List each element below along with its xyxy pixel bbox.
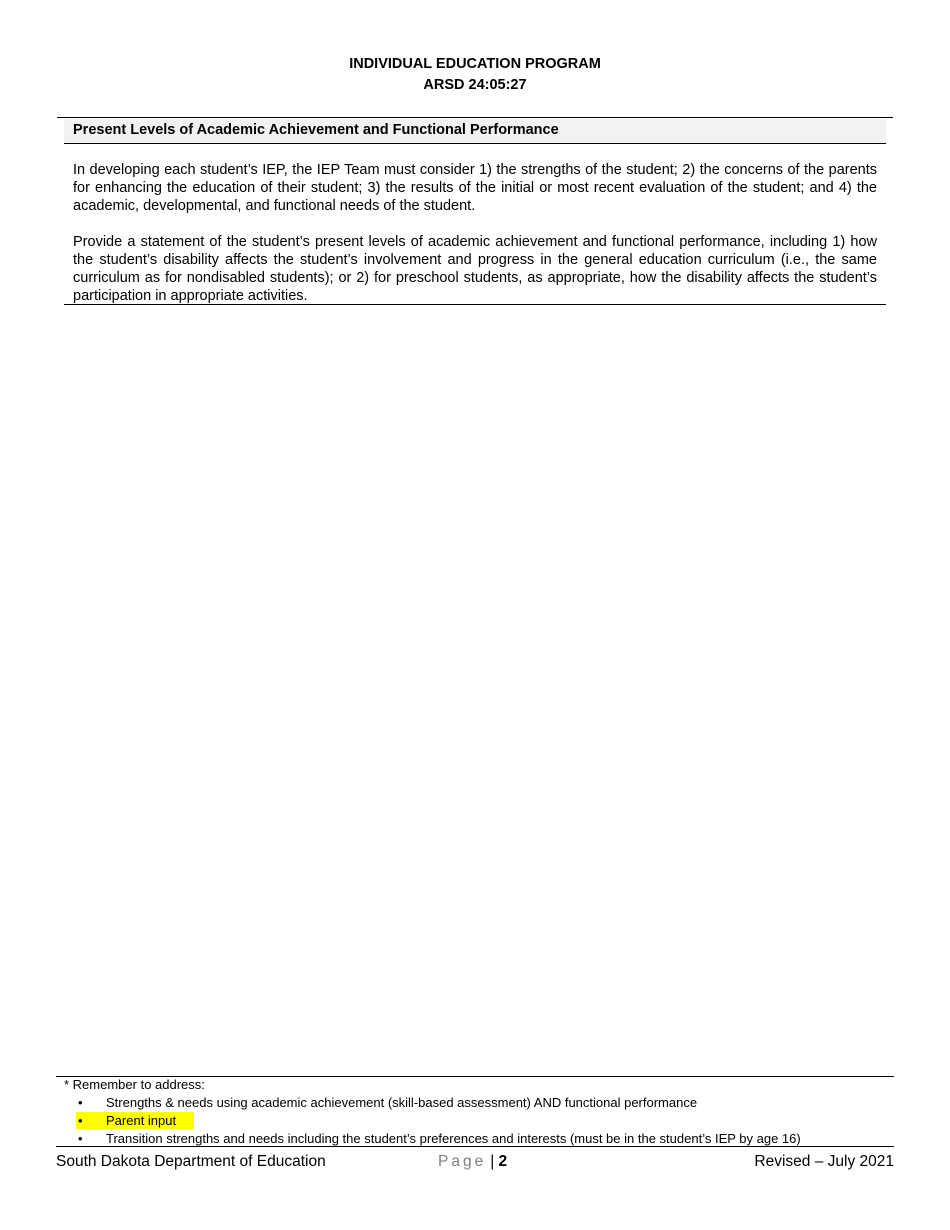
reminder-title: * Remember to address:	[64, 1077, 205, 1092]
reminder-item-text: Parent input	[106, 1113, 177, 1128]
instructions-paragraph-2: Provide a statement of the student’s present levels of academic achievement and functional performance, including 1) how the student’s disability affects the student’s involvement and progress in the general education curriculum (i.e., the same curriculum as for nondisabled students); or 2) for preschool students, as appropriate, how the disability affects the student’s participation in appropriate activities.	[73, 234, 877, 304]
document-title: INDIVIDUAL EDUCATION PROGRAM	[349, 56, 601, 72]
page-label: Page	[438, 1153, 487, 1170]
bullet-icon: •	[78, 1113, 83, 1128]
footer-revision: Revised – July 2021	[754, 1153, 894, 1170]
bullet-icon: •	[78, 1095, 83, 1110]
instructions-paragraph-1: In developing each student’s IEP, the IEP Team must consider 1) the strengths of the student; 2) the concerns of the parents for enhancing the education of their student; 3) the results of the initial or most recent evaluation of the student; and 4) the academic, developmental, and functional needs of the student.	[73, 162, 877, 214]
document-subtitle: ARSD 24:05:27	[423, 77, 527, 93]
reminder-item-text: Transition strengths and needs including the student’s preferences and interests (must be in the student’s IEP by age 16)	[106, 1131, 801, 1146]
reminder-item-text: Strengths & needs using academic achievement (skill-based assessment) AND functional performance	[106, 1095, 698, 1110]
page-separator: |	[490, 1153, 495, 1170]
section-header	[64, 119, 886, 144]
section-bottom-rule	[64, 304, 886, 305]
bullet-icon: •	[78, 1131, 83, 1146]
reminder-list	[64, 1094, 894, 1148]
footer-page-number	[438, 1153, 507, 1171]
section-heading: Present Levels of Academic Achievement and Functional Performance	[73, 122, 559, 138]
footer-rule	[56, 1146, 894, 1147]
page-number: 2	[498, 1153, 508, 1170]
footer-organization: South Dakota Department of Education	[56, 1153, 326, 1170]
reminder-item	[64, 1094, 894, 1112]
reminder-item-highlighted	[64, 1112, 894, 1130]
section-top-rule	[57, 117, 893, 118]
